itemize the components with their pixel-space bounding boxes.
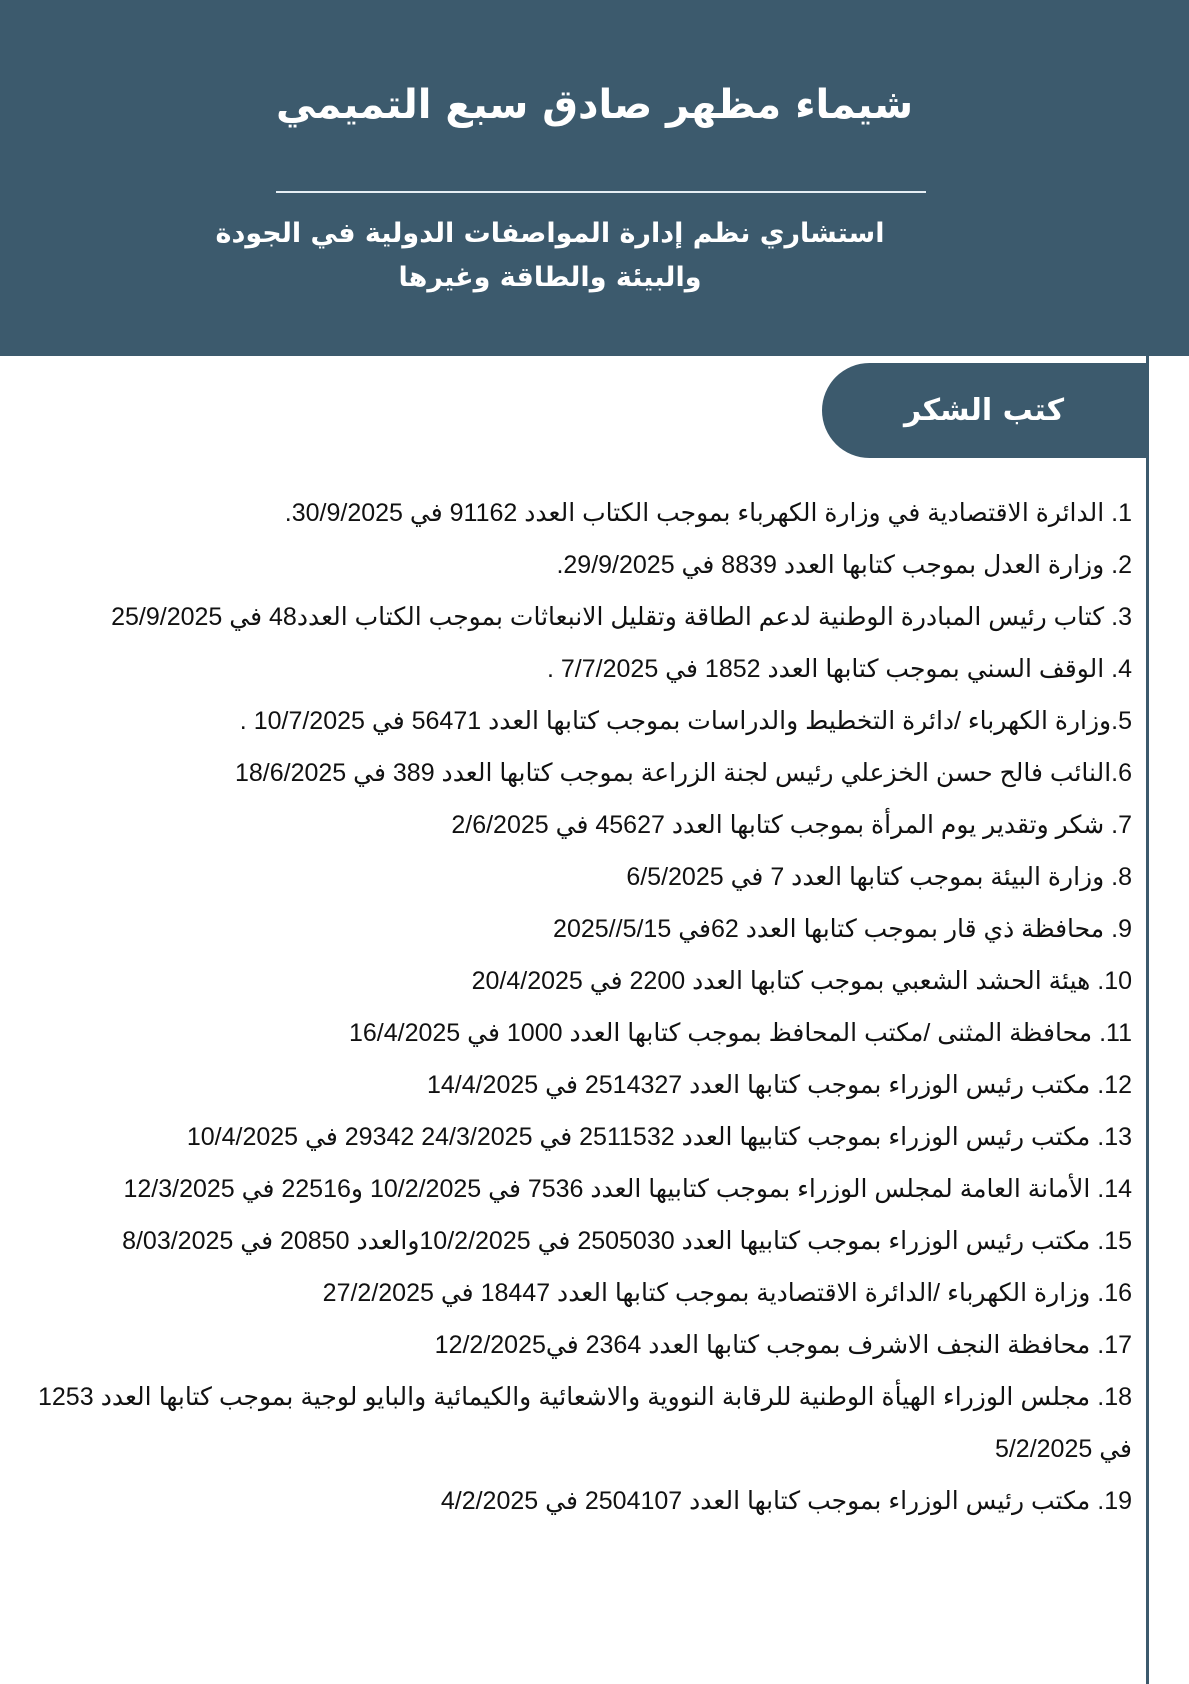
- list-item: 6.النائب فالح حسن الخزعلي رئيس لجنة الزراعة بموجب كتابها العدد 389 في 18/6/2025: [234, 759, 1132, 787]
- list-item: 14. الأمانة العامة لمجلس الوزراء بموجب كتابيها العدد 7536 في 10/2/2025 و22516 في 12/3/2025: [123, 1175, 1132, 1203]
- list-item: 5.وزارة الكهرباء /دائرة التخطيط والدراسات بموجب كتابها العدد 56471 في 10/7/2025 .: [239, 707, 1132, 735]
- list-item: 2. وزارة العدل بموجب كتابها العدد 8839 في 29/9/2025.: [556, 551, 1132, 579]
- right-border-line: [1146, 356, 1149, 1684]
- thanks-letters-list: [38, 487, 1132, 1527]
- list-item: 17. محافظة النجف الاشرف بموجب كتابها العدد 2364 في12/2/2025: [434, 1331, 1132, 1359]
- list-item: 3. كتاب رئيس المبادرة الوطنية لدعم الطاقة وتقليل الانبعاثات بموجب الكتاب العدد48 في 25/9/2025: [111, 603, 1132, 631]
- list-item: 1. الدائرة الاقتصادية في وزارة الكهرباء بموجب الكتاب العدد 91162 في 30/9/2025.: [284, 499, 1132, 527]
- list-item: 9. محافظة ذي قار بموجب كتابها العدد 62في 5/15//2025: [553, 915, 1132, 943]
- job-title-line-2: والبيئة والطاقة وغيرها: [398, 262, 702, 293]
- header-banner: [0, 0, 1189, 356]
- list-item: 15. مكتب رئيس الوزراء بموجب كتابيها العدد 2505030 في 10/2/2025والعدد 20850 في 8/03/2025: [122, 1227, 1132, 1255]
- job-title-line-1: استشاري نظم إدارة المواصفات الدولية في الجودة: [215, 218, 885, 249]
- list-item: 19. مكتب رئيس الوزراء بموجب كتابها العدد 2504107 في 4/2/2025: [440, 1487, 1132, 1515]
- list-item: 10. هيئة الحشد الشعبي بموجب كتابها العدد 2200 في 20/4/2025: [471, 967, 1132, 995]
- list-item: 18. مجلس الوزراء الهيأة الوطنية للرقابة النووية والاشعائية والكيمائية والبايو لوجية بموجب كتابها العدد 1253 في 5/2/2025: [38, 1383, 1132, 1463]
- list-item: 13. مكتب رئيس الوزراء بموجب كتابيها العدد 2511532 في 24/3/2025 29342 في 10/4/2025: [186, 1123, 1132, 1151]
- list-item: 12. مكتب رئيس الوزراء بموجب كتابها العدد 2514327 في 14/4/2025: [426, 1071, 1132, 1099]
- person-name: شيماء مظهر صادق سبع التميمي: [275, 82, 914, 128]
- list-item: 11. محافظة المثنى /مكتب المحافظ بموجب كتابها العدد 1000 في 16/4/2025: [348, 1019, 1132, 1047]
- list-item: 8. وزارة البيئة بموجب كتابها العدد 7 في 6/5/2025: [626, 863, 1132, 891]
- job-title: [200, 212, 900, 300]
- list-item: 7. شكر وتقدير يوم المرأة بموجب كتابها العدد 45627 في 2/6/2025: [451, 811, 1132, 839]
- list-item: 4. الوقف السني بموجب كتابها العدد 1852 في 7/7/2025 .: [547, 655, 1132, 683]
- header-divider: [276, 191, 926, 193]
- section-title: كتب الشكر: [903, 393, 1065, 428]
- list-item: 16. وزارة الكهرباء /الدائرة الاقتصادية بموجب كتابها العدد 18447 في 27/2/2025: [322, 1279, 1132, 1307]
